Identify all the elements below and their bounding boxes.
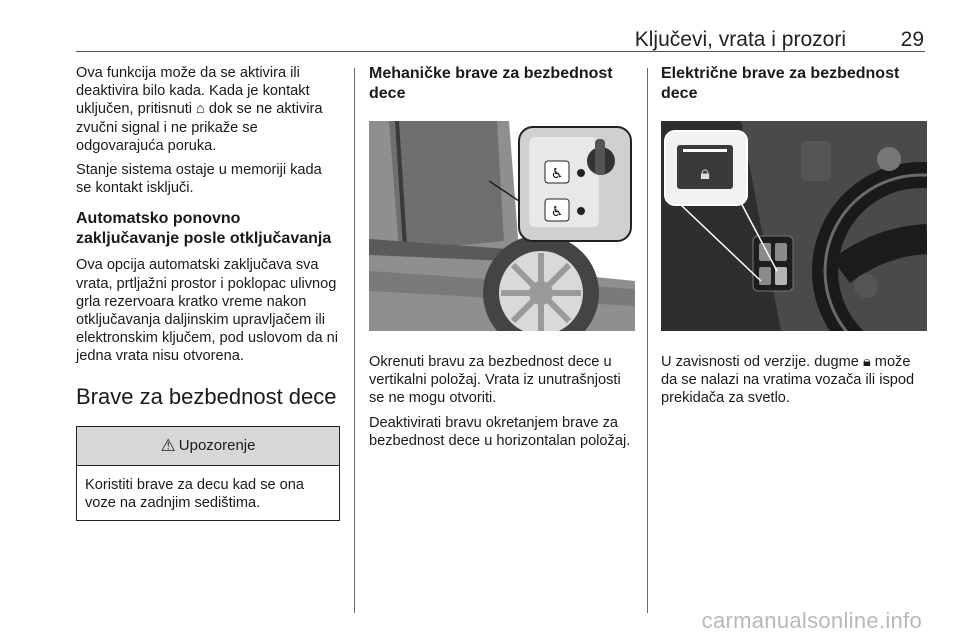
column-right <box>661 64 927 414</box>
subheading: Automatsko ponovno zaključavanje posle otključavanja <box>76 210 332 247</box>
column-divider <box>354 68 355 613</box>
header-rule <box>76 51 925 52</box>
warning-title: Upozorenje <box>178 437 256 455</box>
subheading: Električne brave za bezbednost dece <box>661 65 900 102</box>
paragraph: Okrenuti bravu za bezbednost dece u vertikalni položaj. Vrata iz unutrašnjosti se ne mogu otvoriti. <box>369 354 621 407</box>
child-lock-electric-illustration <box>661 121 927 331</box>
svg-text:♿: ♿ <box>550 165 564 181</box>
paragraph: Ova funkcija može da se aktivira ili deaktivira bilo kada. Kada je kontakt uključen, pritisnuti ⌂ dok se ne aktivira zvučni signal i ne prikaže se odgovarajuća poruka. <box>76 65 323 154</box>
section-heading: Brave za bezbednost dece <box>76 383 337 409</box>
column-middle <box>369 64 635 456</box>
page-number: 29 <box>900 28 924 51</box>
warning-text: Koristiti brave za decu kad se ona voze na zadnjim sedištima. <box>85 476 305 511</box>
warning-box <box>76 426 340 521</box>
column-left <box>76 64 340 521</box>
column-divider <box>647 68 648 613</box>
svg-text:🔒︎: 🔒︎ <box>700 163 710 183</box>
paragraph: Stanje sistema ostaje u memoriji kada se kontakt isključi. <box>76 162 322 197</box>
warning-icon: ⚠ <box>160 435 176 455</box>
warning-header <box>77 427 339 466</box>
svg-text:♿: ♿ <box>550 203 564 219</box>
child-lock-mechanical-illustration <box>369 121 635 331</box>
subheading: Mehaničke brave za bezbednost dece <box>369 65 613 102</box>
paragraph: Deaktivirati bravu okretanjem brave za bezbednost dece u horizontalan položaj. <box>369 414 631 449</box>
paragraph: U zavisnosti od verzije. dugme 🔒︎ može da se nalazi na vratima vozača ili ispod prekidača za svetlo. <box>661 354 915 407</box>
paragraph: Ova opcija automatski zaključava sva vrata, prtljažni prostor i poklopac ulivnog grla rezervoara kratko vreme nakon otključavanja daljinskim upravljačem ili elektronskim ključem, pod uslovom da ni jedna vrata nisu otvorena. <box>76 257 338 365</box>
page-header-title: Ključevi, vrata i prozori <box>634 28 846 51</box>
watermark: carmanualsonline.info <box>701 608 922 633</box>
